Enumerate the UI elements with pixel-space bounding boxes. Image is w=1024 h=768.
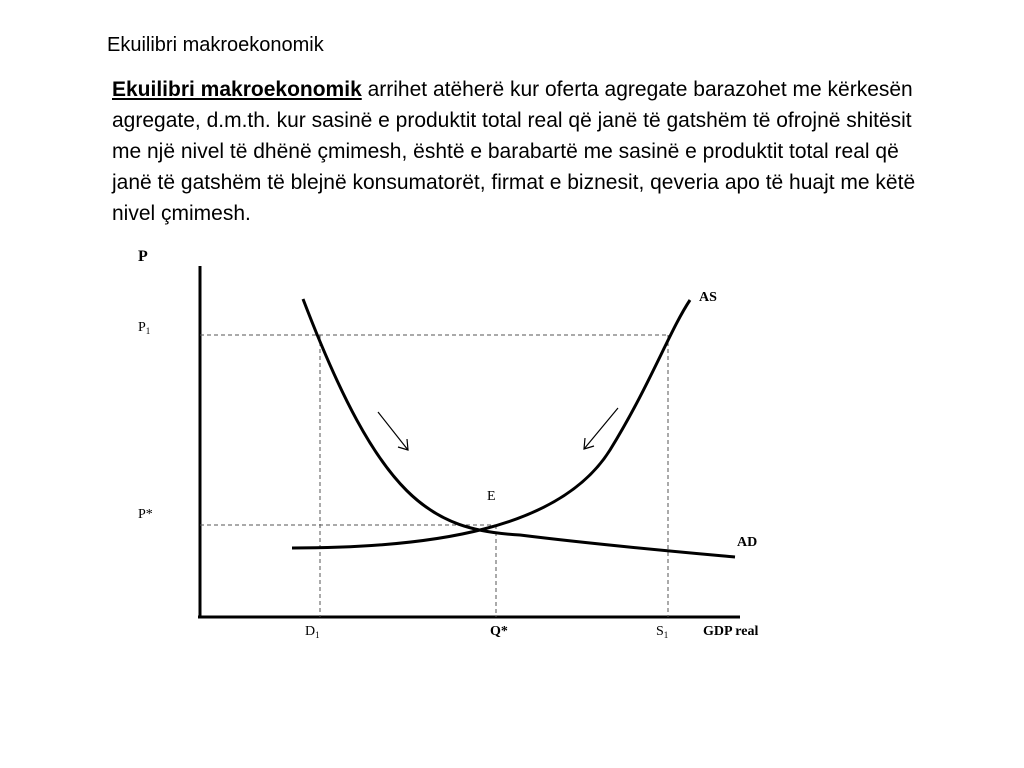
- s1-label: $S_1$: [656, 624, 669, 640]
- x-axis-label: GDP real: [703, 624, 759, 639]
- p1-label: $P_1$: [138, 320, 151, 336]
- y-axis-label: P: [138, 248, 148, 265]
- key-term: Ekuilibri makroekonomik: [112, 78, 362, 101]
- slide-title: Ekuilibri makroekonomik: [107, 34, 324, 56]
- definition-text: arrihet atëherë kur oferta agregate barazohet me kërkesën agregate, d.m.th. kur sasinë e produktit total real që janë të gatshëm të ofrojnë shitësit me një nivel të dhënë çmimesh, është e barabartë me sasinë e produktit total real që janë të gatshëm të blejnë konsumatorët, firmat e biznesit, qeveria apo të huajt me këtë nivel çmimesh.: [112, 78, 916, 225]
- as-label: AS: [699, 290, 717, 305]
- p-star-label: P*: [138, 507, 153, 522]
- ad-arrow: [378, 412, 408, 450]
- d1-label: $D_1$: [305, 624, 320, 640]
- equilibrium-label: E: [487, 489, 496, 504]
- as-curve: [292, 300, 690, 548]
- q-star-label: Q*: [490, 624, 508, 639]
- ad-label: AD: [737, 535, 758, 550]
